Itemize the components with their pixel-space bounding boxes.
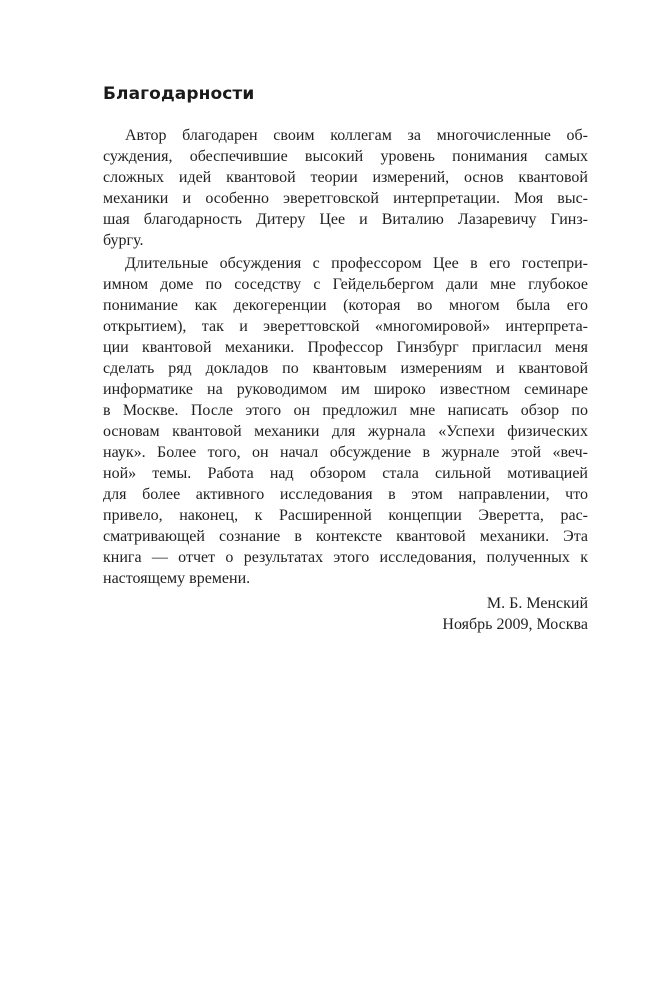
text-line: наук». Более того, он начал обсуждение в журнале этой «веч- xyxy=(103,444,588,461)
text-line: понимание как декогеренции (которая во многом была его xyxy=(103,297,588,314)
text-line: книга — отчет о результатах этого исследования, полученных к xyxy=(103,549,588,566)
paragraph-1 xyxy=(103,125,588,251)
text-line: бургу. xyxy=(103,232,144,249)
text-line: Автор благодарен своим коллегам за многочисленные об- xyxy=(125,127,588,144)
text-line: имном доме по соседству с Гейдельбергом дали мне глубокое xyxy=(103,276,588,293)
text-line: ции квантовой механики. Профессор Гинзбург пригласил меня xyxy=(103,339,588,356)
text-line: ной» темы. Работа над обзором стала сильной мотивацией xyxy=(103,465,588,482)
text-line: Длительные обсуждения с профессором Цее в его гостепри- xyxy=(125,255,588,272)
text-line: механики и особенно эверетговской интерпретации. Моя выс- xyxy=(103,190,588,207)
acknowledgements-text xyxy=(103,125,588,589)
text-line: сложных идей квантовой теории измерений, основ квантовой xyxy=(103,169,588,186)
text-line: основам квантовой механики для журнала «Успехи физических xyxy=(103,423,588,440)
text-line: сделать ряд докладов по квантовым измерениям и квантовой xyxy=(103,360,588,377)
date-place: Ноябрь 2009, Москва xyxy=(442,616,588,633)
text-line: в Москве. После этого он предложил мне написать обзор по xyxy=(103,402,588,419)
author-name: М. Б. Менский xyxy=(486,595,588,612)
paragraph-2 xyxy=(103,253,588,589)
text-line: привело, наконец, к Расширенной концепции Эверетта, рас- xyxy=(103,507,588,524)
text-line: настоящему времени. xyxy=(103,570,251,587)
text-line: открытием), так и эвереттовской «многомировой» интерпрета- xyxy=(103,318,588,335)
page-title: Благодарности xyxy=(103,84,255,104)
text-line: суждения, обеспечившие высокий уровень понимания самых xyxy=(103,148,588,165)
text-line: информатике на руководимом им широко известном семинаре xyxy=(103,381,588,398)
text-line: шая благодарность Дитеру Цее и Виталию Лазаревичу Гинз- xyxy=(103,211,588,228)
signature-block xyxy=(442,593,588,635)
text-line: сматривающей сознание в контексте квантовой механики. Эта xyxy=(103,528,588,545)
text-line: для более активного исследования в этом направлении, что xyxy=(103,486,588,503)
